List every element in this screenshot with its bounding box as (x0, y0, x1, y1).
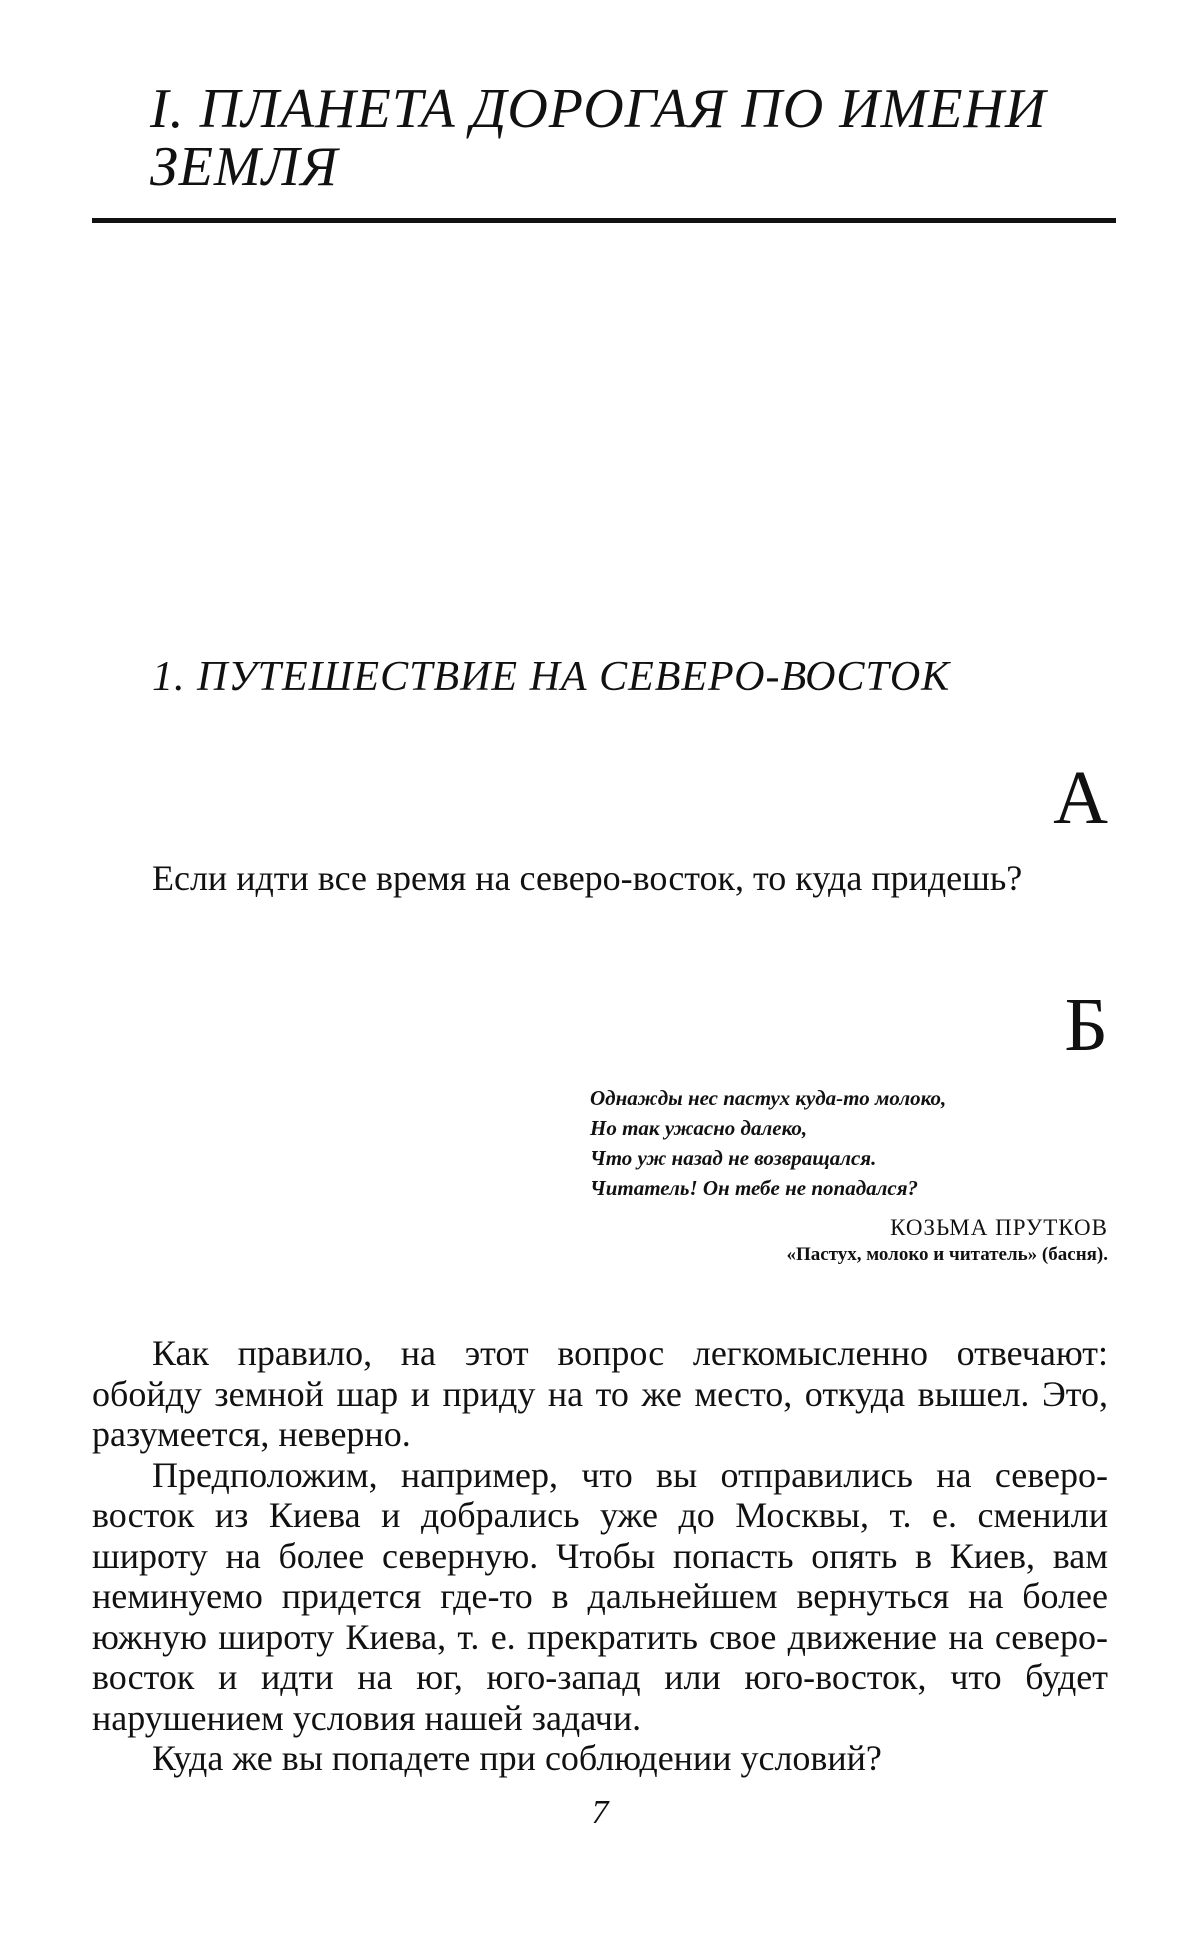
epigraph-source: «Пастух, молоко и читатель» (басня). (786, 1244, 1108, 1265)
body-paragraph: Предположим, например, что вы отправились на северо-восток из Киева и добрались уже до Москвы, т. е. сменили широту на более северную. Чтобы попасть опять в Киев, вам неминуемо придется где-то в дальнейшем вернуться на более южную широту Киева, т. е. прекратить свое движение на северо-восток и идти на юг, юго-запад или юго-восток, что будет нарушением условия нашей задачи. (92, 1454, 1108, 1738)
body-paragraph: Как правило, на этот вопрос легкомысленно отвечают: обойду земной шар и приду на то же место, откуда вышел. Это, разумеется, неверно. (92, 1333, 1108, 1454)
epigraph-line: Читатель! Он тебе не попадался? (590, 1176, 919, 1200)
epigraph (590, 1083, 1108, 1266)
epigraph-verse (590, 1083, 1108, 1203)
chapter-divider (92, 218, 1116, 223)
epigraph-line: Но так ужасно далеко, (590, 1116, 808, 1140)
epigraph-author: КОЗЬМА ПРУТКОВ (890, 1215, 1108, 1240)
chapter-title-line-2: ЗЕМЛЯ (150, 136, 339, 198)
chapter-title (150, 80, 1050, 196)
chapter-title-line-1: I. ПЛАНЕТА ДОРОГАЯ ПО ИМЕНИ (150, 78, 1047, 140)
section-title: 1. ПУТЕШЕСТВИЕ НА СЕВЕРО-ВОСТОК (152, 654, 951, 700)
body-paragraph: Куда же вы попадете при соблюдении условий? (152, 1738, 882, 1778)
epigraph-line: Однажды нес пастух куда-то молоко, (590, 1086, 947, 1110)
answer-text (92, 1333, 1108, 1779)
page-number: 7 (591, 1794, 609, 1831)
question-paragraph: Если идти все время на северо-восток, то куда придешь? (152, 858, 1023, 898)
part-a-letter: А (1053, 756, 1108, 840)
part-b-letter: Б (1064, 983, 1108, 1067)
epigraph-line: Что уж назад не возвращался. (590, 1146, 877, 1170)
